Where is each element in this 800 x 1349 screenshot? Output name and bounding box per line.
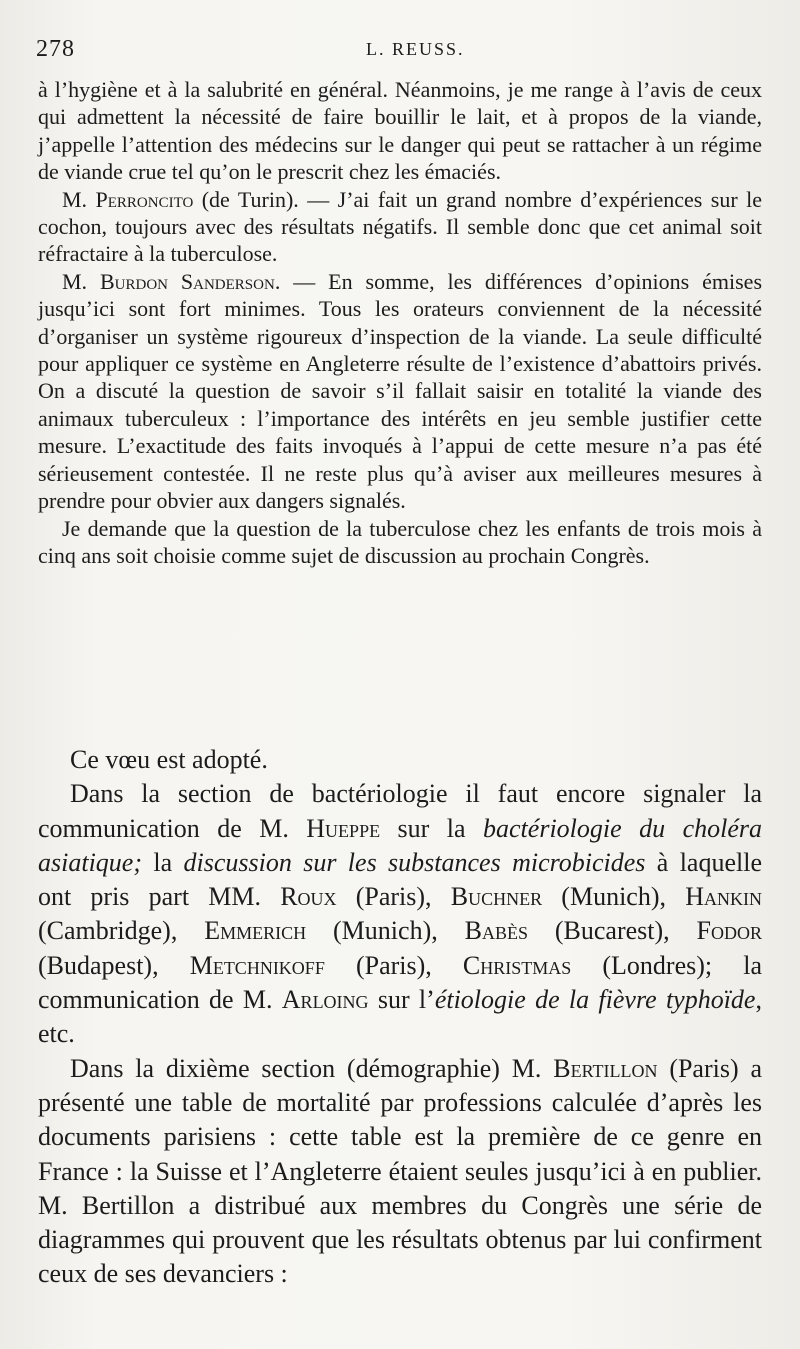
person-name: Emmerich — [204, 916, 307, 946]
text-run: , etc. — [38, 985, 762, 1049]
page-number: 278 — [36, 36, 75, 62]
text-run: sur la — [380, 813, 484, 843]
text-run: (Munich), — [542, 882, 686, 912]
text-run: (Londres); la communication de M. — [38, 950, 762, 1015]
paragraph-continuation: à l’hygiène et à la salubrité en général. Néanmoins, je me range à l’avis de ceux qui admettent la nécessité de faire bouillir le lait, et à propos de la viande, j’appelle l’attention des médecins sur le danger qui peut se rattacher à un régime de viande crue tel qu’on le prescrit chez les émaciés. — [38, 77, 762, 185]
text-run: la — [142, 847, 184, 877]
text-run: sur l’ — [368, 985, 435, 1015]
text-run: (Paris) a présenté une table de mortalité par professions calculée d’après les documents parisiens : cette table est la première de ce genre en France : la Suisse et l’Angleterre étaient seules jusqu’ici à en publier. M. Bertillon a distribué aux membres du Congrès une série de diagrammes qui prouvent que les résultats obtenus par lui confirment ceux de ses devanciers : — [38, 1053, 762, 1289]
person-name: Hankin — [685, 882, 762, 912]
speech-text: (de Turin). — J’ai fait un grand nombre d’expériences sur le cochon, toujours avec des résultats négatifs. Il semble donc que cet animal soit réfractaire à la tuberculose. — [38, 186, 762, 267]
person-name: Fodor — [696, 916, 763, 946]
person-name: Christmas — [462, 950, 572, 980]
text-run: Dans la dixième section (démographie) M. — [70, 1053, 554, 1083]
person-name: Roux — [280, 882, 337, 912]
person-name: Buchner — [450, 882, 543, 912]
paragraph-bacteriology — [38, 777, 762, 1051]
speaker-name: M. Perroncito — [62, 186, 194, 212]
person-name: Babès — [464, 916, 528, 946]
text-run: (Paris), — [324, 950, 463, 980]
running-head: L. REUSS. — [366, 39, 465, 59]
paragraph-burdon-sanderson — [38, 268, 762, 515]
paragraph-demography — [38, 1052, 762, 1292]
small-type-block — [38, 76, 762, 569]
text-run: (Budapest), — [38, 950, 190, 980]
person-name: Bertillon — [553, 1053, 658, 1083]
speech-text: — En somme, les différences d’opinions émises jusqu’ici sont fort minimes. Tous les orateurs conviennent de la nécessité d’organiser un système rigoureux d’inspection de la viande. La seule difficulté pour appliquer ce système en Angleterre résulte de l’existence d’abattoirs privés. On a discuté la question de savoir s’il fallait saisir en totalité la viande des animaux tuberculeux : l’importance des intérêts en jeu semble justifier cette mesure. L’exactitude des faits invoqués à l’appui de cette mesure n’a pas été sérieusement contestée. Il ne reste plus qu’à aviser aux meilleures mesures à prendre pour obvier aux dangers signalés. — [38, 268, 762, 514]
page-header — [36, 36, 766, 68]
text-run: (Paris), — [336, 882, 451, 912]
paragraph-adopted: Ce vœu est adopté. — [70, 745, 268, 774]
italic-title: étiologie de la fièvre typhoïde — [434, 985, 756, 1015]
paragraph-perroncito — [38, 186, 762, 268]
italic-title: bactériologie du choléra asiatique; — [38, 813, 762, 877]
text-run: (Cambridge), — [38, 916, 205, 946]
paragraph-request: Je demande que la question de la tuberculose chez les enfants de trois mois à cinq ans soit choisie comme sujet de discussion au prochain Congrès. — [38, 515, 762, 568]
person-name: Hueppe — [306, 813, 381, 843]
italic-title: discussion sur les substances microbicides — [183, 847, 646, 877]
text-run: (Bucarest), — [527, 916, 697, 946]
large-type-block — [38, 743, 762, 1292]
text-run: Dans la section de bactériologie il faut encore signaler la communication de M. — [38, 779, 762, 843]
person-name: Metchnikoff — [189, 950, 325, 980]
text-run: à laquelle ont pris part MM. — [38, 847, 762, 912]
person-name: Arloing — [281, 985, 369, 1015]
text-run: (Munich), — [306, 916, 465, 946]
speaker-name: M. Burdon Sanderson. — [62, 268, 281, 294]
